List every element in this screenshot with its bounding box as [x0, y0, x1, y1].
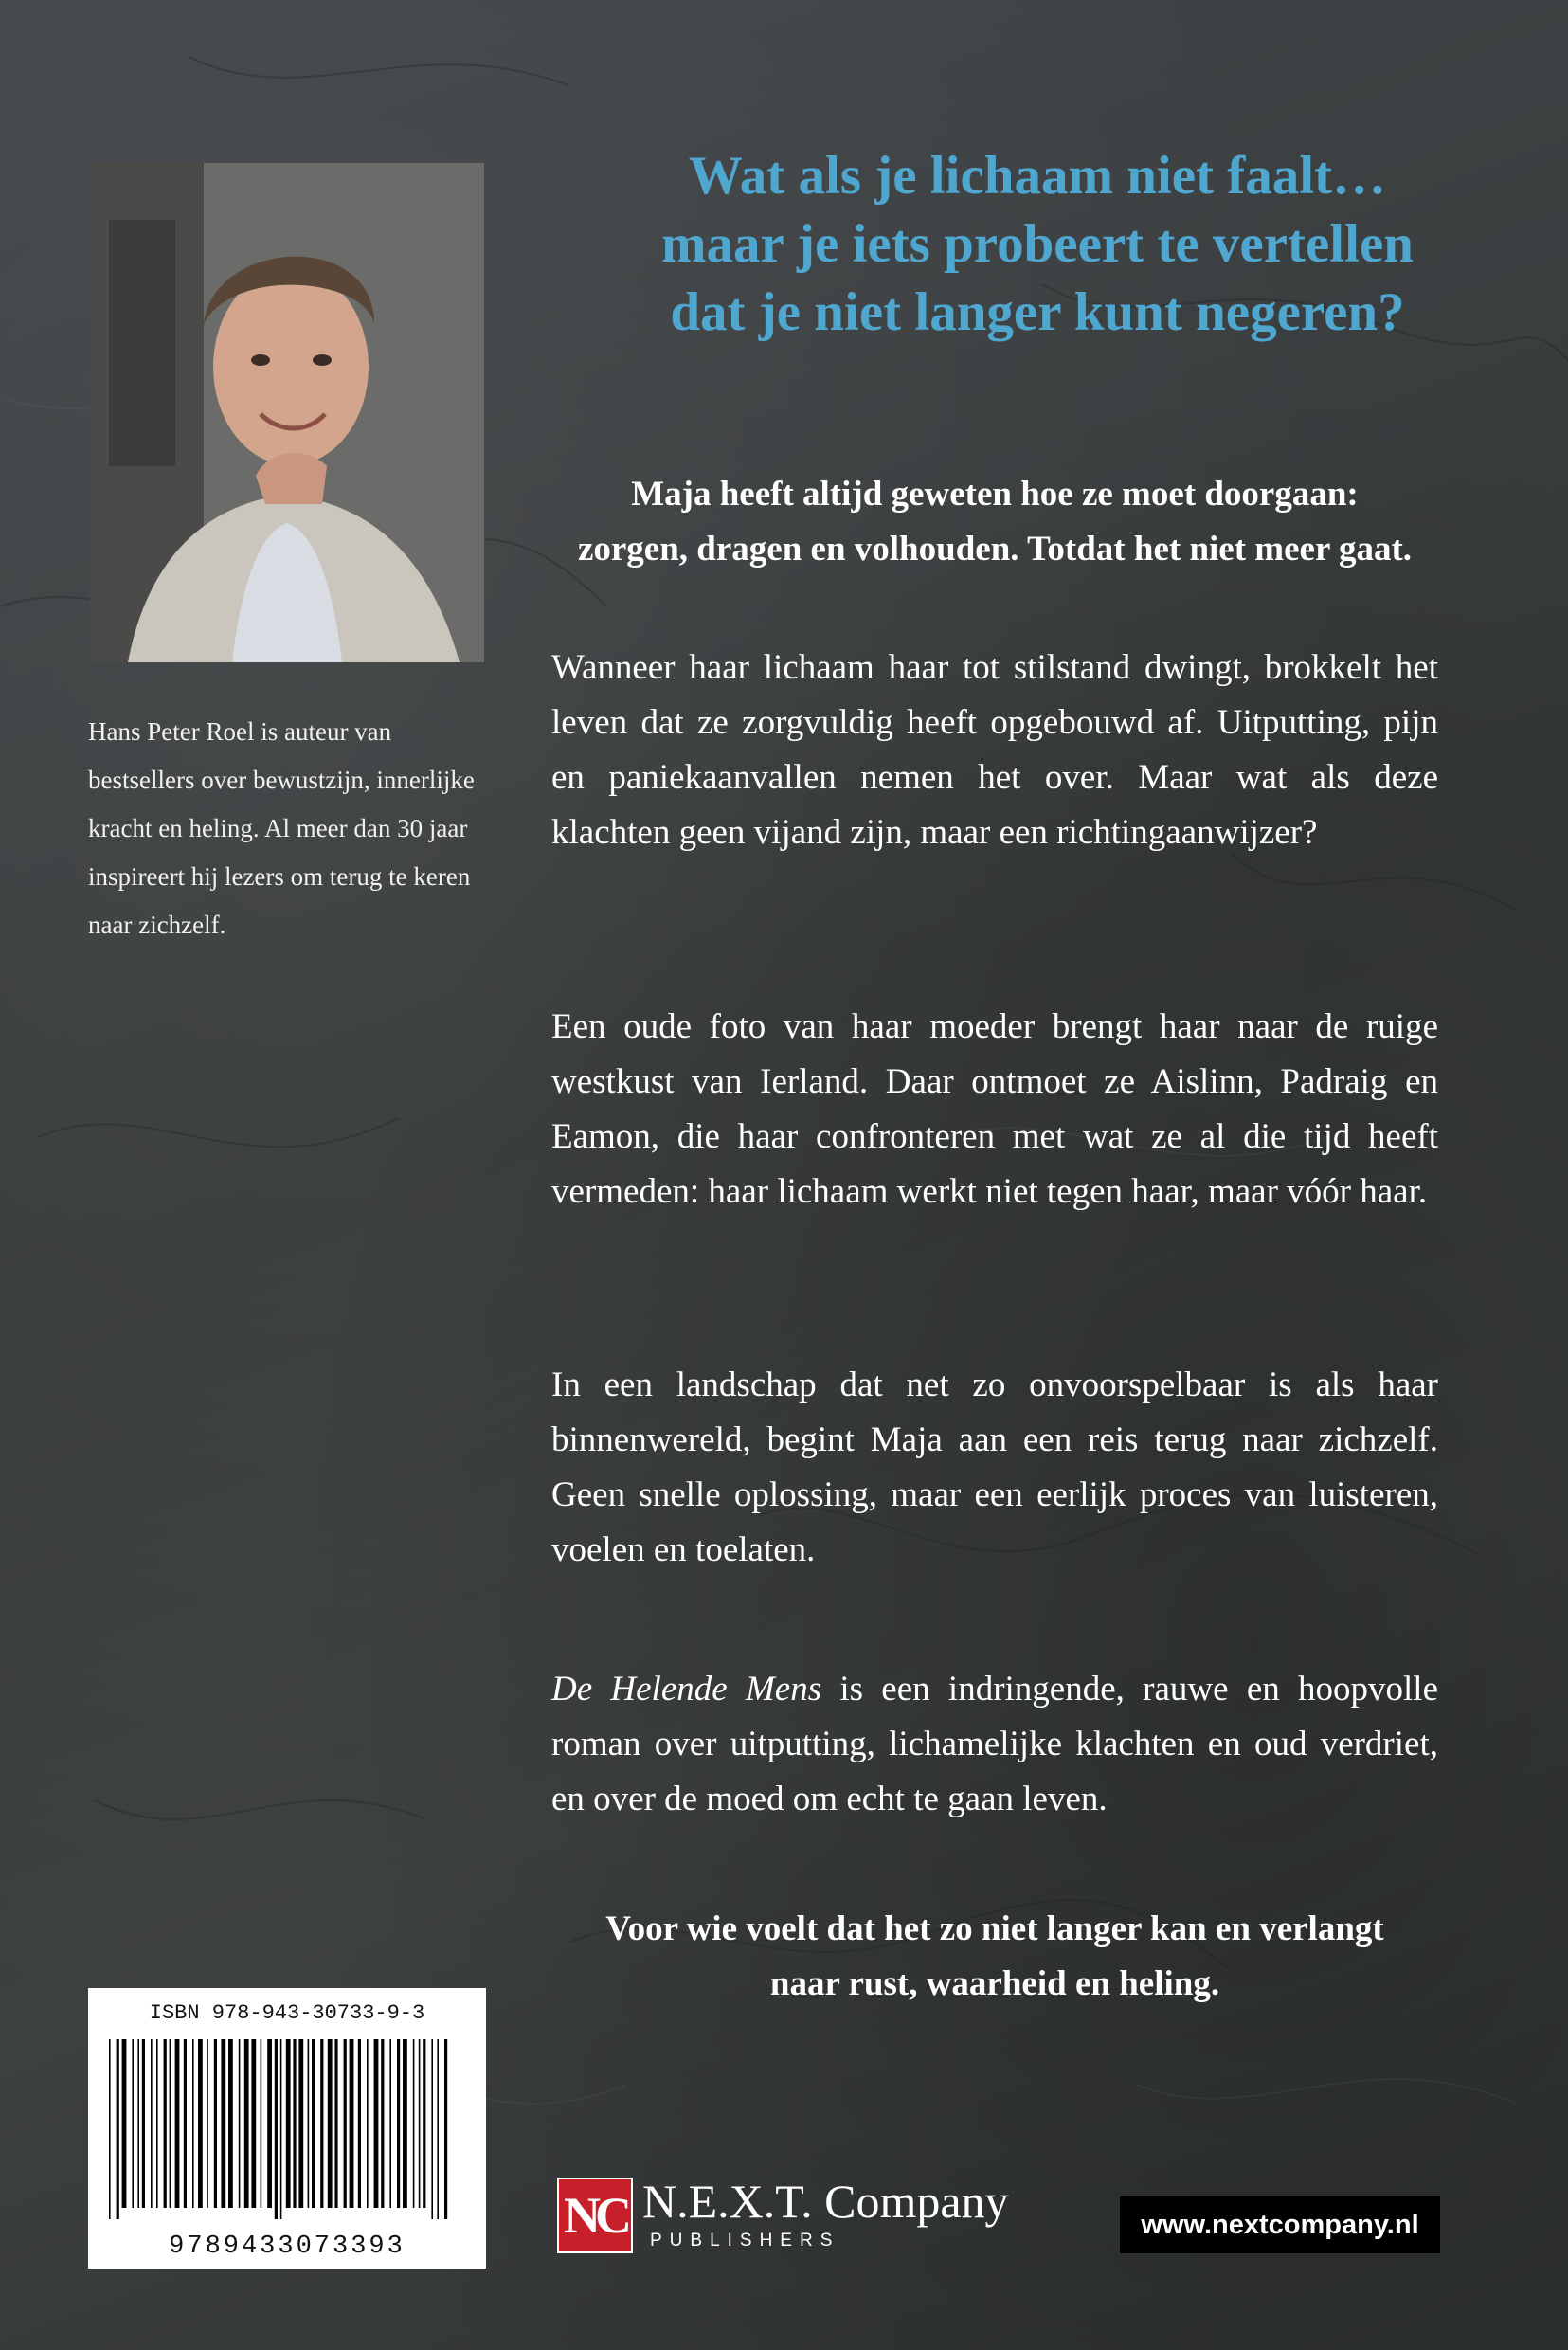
barcode-bar [431, 2039, 433, 2219]
barcode-bar [214, 2039, 217, 2208]
blurb-paragraph-3: In een landschap dat net zo onvoorspelbaar is als haar binnenwereld, begint Maja aan een reis terug naar zichzelf. Geen snelle oplossing, maar een eerlijk proces van luisteren, voelen en toelaten. [551, 1365, 1438, 1569]
blurb-paragraph-4-rest: is een indringende, rauwe en hoopvolle roman over uitputting, lichamelijke klachten en oud verdriet, en over de moed om echt te gaan leven. [551, 1670, 1438, 1818]
headline-line-2: maar je iets probeert te vertellen [661, 214, 1414, 274]
barcode-bars [105, 2039, 469, 2219]
author-photo [90, 163, 484, 662]
barcode-bar [228, 2039, 233, 2208]
blurb-intro-line-2: zorgen, dragen en volhouden. Totdat het niet meer gaat. [577, 530, 1413, 569]
barcode-bar [308, 2039, 310, 2208]
author-portrait-illustration [90, 163, 484, 662]
book-title: De Helende Mens [551, 1670, 822, 1708]
blurb-closing [551, 1902, 1438, 2012]
barcode-bar [261, 2039, 262, 2208]
blurb-paragraph-4 [551, 1662, 1438, 1827]
barcode-bar [239, 2039, 241, 2208]
barcode-bar [164, 2039, 167, 2208]
barcode-bar [358, 2039, 361, 2208]
headline-line-3: dat je niet langer kunt negeren? [670, 282, 1405, 342]
blurb-intro [551, 467, 1438, 577]
barcode-bar [298, 2039, 303, 2208]
publisher-url: www.nextcompany.nl [1120, 2196, 1440, 2253]
barcode-bar [207, 2039, 208, 2208]
barcode-bar [122, 2039, 127, 2208]
barcode-bar [251, 2039, 256, 2208]
barcode-bar [328, 2039, 333, 2208]
barcode-bar [109, 2039, 111, 2219]
barcode-bar [244, 2039, 249, 2208]
barcode-bar [198, 2039, 203, 2208]
barcode-bar [397, 2039, 400, 2208]
barcode-bar [221, 2039, 225, 2208]
cover-headline [568, 142, 1506, 347]
barcode-bar [320, 2039, 323, 2208]
barcode-bar [334, 2039, 337, 2208]
headline-line-1: Wat als je lichaam niet faalt… [688, 146, 1387, 206]
barcode-bar [151, 2039, 153, 2208]
barcode-bar [293, 2039, 296, 2208]
blurb-paragraph-2: Een oude foto van haar moeder brengt haar naar de ruige westkust van Ierland. Daar ontmoet ze Aislinn, Padraig en Eamon, die haar confronteren met wat ze al die tijd heeft vermeden: haar lichaam werkt niet tegen haar, maar vóór haar. [551, 1007, 1438, 1211]
barcode-bar [142, 2039, 145, 2208]
barcode-bar [117, 2039, 119, 2219]
blurb-closing-line-1: Voor wie voelt dat het zo niet langer kan en verlangt [605, 1909, 1384, 1948]
publisher-subtitle: PUBLISHERS [650, 2231, 840, 2251]
barcode-bar [286, 2039, 291, 2208]
publisher-name: N.E.X.T. Company [642, 2175, 1009, 2228]
barcode-bar [423, 2039, 425, 2208]
barcode-bar [275, 2039, 278, 2219]
barcode-bar [175, 2039, 180, 2208]
barcode-bar [137, 2039, 139, 2208]
barcode-bar [344, 2039, 347, 2208]
blurb-closing-line-2: naar rust, waarheid en heling. [769, 1964, 1220, 2003]
barcode-bar [367, 2039, 369, 2208]
barcode-bar [389, 2039, 391, 2208]
publisher-logo-icon: NC [557, 2178, 633, 2253]
isbn-label: ISBN 978-943-30733-9-3 [149, 2001, 425, 2025]
barcode-bar [312, 2039, 315, 2208]
barcode-bar [381, 2039, 384, 2208]
barcode-bar [156, 2039, 158, 2208]
blurb-paragraph-1: Wanneer haar lichaam haar tot stilstand dwingt, brokkelt het leven dat ze zorgvuldig heeft opgebouwd af. Uitputting, pijn en paniekaanvallen nemen het over. Maar wat als deze klachten geen vijand zijn, maar een richtingaanwijzer? [551, 648, 1438, 852]
barcode-bar [132, 2039, 134, 2208]
barcode-bar [184, 2039, 187, 2208]
barcode-bar [267, 2039, 272, 2208]
barcode-bar [170, 2039, 171, 2208]
author-bio: Hans Peter Roel is auteur van bestsellers over bewustzijn, innerlijke kracht en heling. Al meer dan 30 jaar inspireert hij lezers om terug te keren naar zichzelf. [88, 717, 475, 939]
barcode-bar [192, 2039, 194, 2208]
barcode-bar [350, 2039, 354, 2208]
isbn-digits: 9789433073393 [169, 2232, 406, 2261]
barcode-bar [437, 2039, 439, 2219]
barcode-bar [374, 2039, 379, 2208]
barcode-bar [403, 2039, 407, 2208]
barcode-bar [280, 2039, 282, 2219]
blurb-intro-line-1: Maja heeft altijd geweten hoe ze moet doorgaan: [631, 475, 1359, 514]
barcode-bar [419, 2039, 421, 2208]
barcode-bar [413, 2039, 415, 2208]
isbn-barcode [88, 1988, 486, 2269]
barcode-bar [444, 2039, 447, 2219]
